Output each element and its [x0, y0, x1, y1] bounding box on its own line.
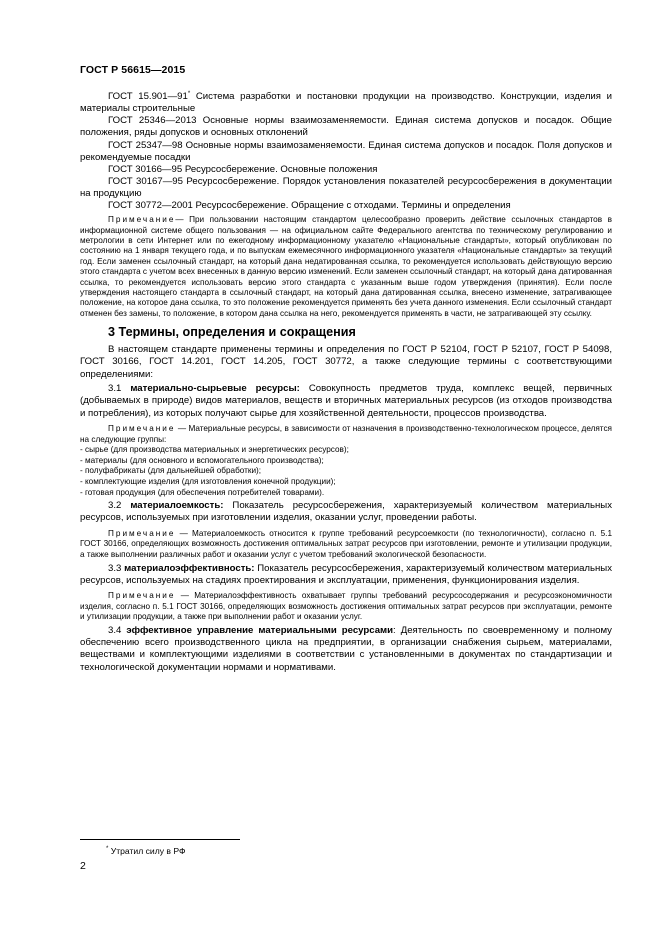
reference-item: ГОСТ 25346—2013 Основные нормы взаимозаменяемости. Единая система допусков и посадок. Общие положения, ряды допусков и основных отклонений	[80, 115, 612, 139]
reference-item: ГОСТ 15.901—91* Система разработки и постановки продукции на производство. Конструкции, изделия и материалы строительные	[80, 91, 612, 115]
term-name: эффективное управление материальными ресурсами	[126, 624, 394, 636]
note-label: Примечание	[108, 423, 176, 433]
reference-item: ГОСТ 30772—2001 Ресурсосбережение. Обращение с отходами. Термины и определения	[108, 200, 511, 212]
section-heading: 3 Термины, определения и сокращения	[108, 325, 356, 340]
page-number: 2	[80, 860, 86, 872]
term-name: материалоемкость:	[130, 500, 224, 512]
term-3-1: 3.1 материально-сырьевые ресурсы: Совокупность предметов труда, комплекс вещей, первичных (добываемых в природе) видов материалов, веществ и вторичных материальных ресурсов (из отходов производства и потребления), из которых получают сырье для хозяйственной деятельности, процессов производства.	[80, 383, 612, 419]
term-3-4: 3.4 эффективное управление материальными ресурсами: Деятельность по своевременному и полному обеспечению всего производственного цикла на предприятии, в организации снабжения сырьем, материалами, веществами и комплектующими изделиями в соответствии с установленными в документах по стандартизации и технологической документации нормами и нормативами.	[80, 624, 612, 673]
note-label: Примечание	[108, 215, 176, 225]
note-label: Примечание	[108, 591, 176, 601]
term-name: материально-сырьевые ресурсы:	[130, 383, 300, 395]
document-header: ГОСТ Р 56615—2015	[80, 64, 186, 76]
term-3-1-note: Примечание — Материальные ресурсы, в зависимости от назначения в производственно-технологическом процессе, делятся на следующие группы:	[80, 423, 612, 444]
footnote: * Утратил силу в РФ	[106, 846, 186, 856]
list-item: - полуфабрикаты (для дальнейшей обработки);	[80, 466, 262, 476]
term-name: материалоэффективность:	[124, 562, 255, 574]
list-item: - материалы (для основного и вспомогательного производства);	[80, 455, 324, 465]
list-item: - сырье (для производства материальных и энергетических ресурсов);	[80, 445, 349, 455]
reference-note: Примечание— При пользовании настоящим стандартом целесообразно проверить действие ссылочных стандартов в информационной системе общего пользования — на официальном сайте Федерального агентства по техническому регулированию и метрологии в сети Интернет или по ежегодному информационному указателю «Национальные стандарты», который опубликован по состоянию на 1 января текущего года, и по выпускам ежемесячного информационного указателя «Национальные стандарты» за текущий год. Если заменен ссылочный стандарт, на который дана недатированная ссылка, то рекомендуется использовать действующую версию этого стандарта с учетом всех внесенных в данную версию изменений. Если заменен ссылочный стандарт, на который дана датированная ссылка, то рекомендуется использовать версию этого стандарта с указанным выше годом утверждения (принятия). Если после утверждения настоящего стандарта в ссылочный стандарт, на который дана датированная ссылка, внесено изменение, затрагивающее положение, на которое дана ссылка, то это положение рекомендуется применять без учета данного изменения. Если ссылочный стандарт отменен без замены, то положение, в котором дана ссылка на него, рекомендуется применять в части, не затрагивающей эту ссылку.	[80, 215, 612, 318]
material-groups-list	[80, 445, 612, 498]
term-3-3-note: Примечание — Материалоэффективность охватывает группы требований ресурсосодержания и ресурсоэкономичности изделия, согласно п. 5.1 ГОСТ 30166, определяющих возможность достижения оптимальных затрат ресурсов при эксплуатации, ремонте и утилизации продукции, а также при выполнении работ и оказании услуг.	[80, 591, 612, 622]
term-3-3: 3.3 материалоэффективность: Показатель ресурсосбережения, характеризуемый количеством материальных ресурсов, используемых на стадиях проектирования и эксплуатации, применения, функционирования изделия.	[80, 562, 612, 586]
list-item: - готовая продукция (для обеспечения потребителей товарами).	[80, 487, 325, 497]
list-item: - комплектующие изделия (для изготовления конечной продукции);	[80, 476, 336, 486]
term-3-2-note: Примечание — Материалоемкость относится к группе требований ресурсоемкости (по технологичности), согласно п. 5.1 ГОСТ 30166, определяющих возможность достижения оптимальных затрат ресурсов при изготовлении, ремонте и утилизации продукции, а также выполнении различных работ и оказании услуг с учетом требований экологической безопасности.	[80, 528, 612, 559]
reference-item: ГОСТ 25347—98 Основные нормы взаимозаменяемости. Единая система допусков и посадок. Поля допусков и рекомендуемые посадки	[80, 139, 612, 163]
term-3-2: 3.2 материалоемкость: Показатель ресурсосбережения, характеризуемый количеством материальных ресурсов, используемых при изготовлении изделия, оказании услуг, проведении работы.	[80, 500, 612, 524]
section-intro: В настоящем стандарте применены термины и определения по ГОСТ Р 52104, ГОСТ Р 52107, ГОСТ Р 54098, ГОСТ 30166, ГОСТ 14.201, ГОСТ 14.205, ГОСТ 30772, а также следующие термины с соответствующими определениями:	[80, 344, 612, 380]
reference-item: ГОСТ 30166—95 Ресурсосбережение. Основные положения	[108, 163, 378, 175]
footnote-divider	[80, 839, 240, 840]
reference-item: ГОСТ 30167—95 Ресурсосбережение. Порядок установления показателей ресурсосбережения в документации на продукцию	[80, 175, 612, 199]
page-content	[80, 88, 612, 674]
note-label: Примечание	[108, 528, 176, 538]
